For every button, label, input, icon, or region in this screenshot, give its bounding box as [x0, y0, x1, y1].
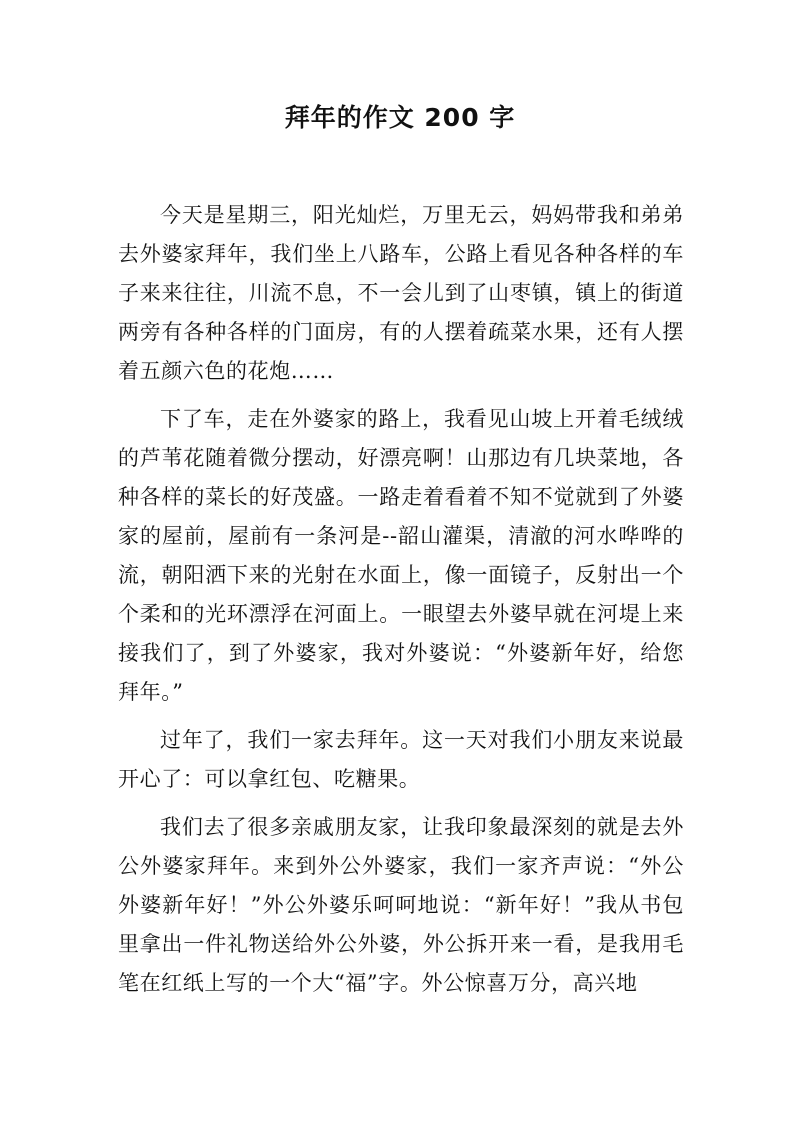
paragraph-1: 今天是星期三，阳光灿烂，万里无云，妈妈带我和弟弟去外婆家拜年，我们坐上八路车，公路上看见各种各样的车子来来往往，川流不息，不一会儿到了山枣镇，镇上的街道两旁有各种各样的门面房，有的人摆着疏菜水果，还有人摆着五颜六色的花炮……: [118, 203, 684, 383]
paragraph-4: 我们去了很多亲戚朋友家，让我印象最深刻的就是去外公外婆家拜年。来到外公外婆家，我们一家齐声说：“外公外婆新年好！”外公外婆乐呵呵地说：“新年好！”我从书包里拿出一件礼物送给外公外婆，外公拆开来一看，是我用毛笔在红纸上写的一个大“福”字。外公惊喜万分，高兴地: [118, 815, 684, 995]
paragraph-2: 下了车，走在外婆家的路上，我看见山坡上开着毛绒绒的芦苇花随着微分摆动，好漂亮啊！山那边有几块菜地，各种各样的菜长的好茂盛。一路走着看着不知不觉就到了外婆家的屋前，屋前有一条河是--韶山灌渠，清澈的河水哗哗的流，朝阳洒下来的光射在水面上，像一面镜子，反射出一个个柔和的光环漂浮在河面上。一眼望去外婆早就在河堤上来接我们了，到了外婆家，我对外婆说：“外婆新年好，给您拜年。”: [118, 407, 684, 704]
paragraph-3: 过年了，我们一家去拜年。这一天对我们小朋友来说最开心了：可以拿红包、吃糖果。: [118, 728, 684, 791]
document-title: 拜年的作文 200 字: [284, 103, 516, 132]
document-body: [118, 196, 684, 1012]
